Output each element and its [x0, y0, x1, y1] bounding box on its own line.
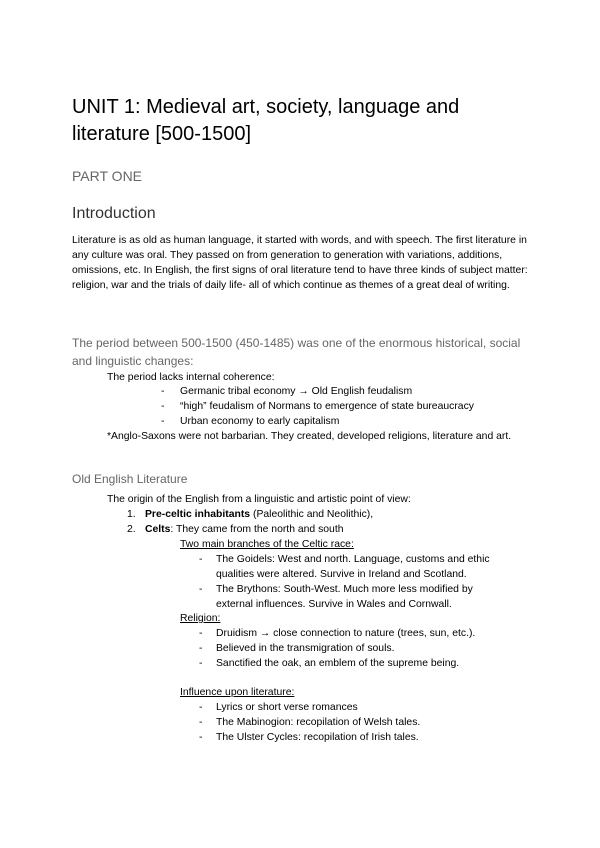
list-bullet: - [199, 702, 203, 713]
pre-celtic-label: Pre-celtic inhabitants [145, 509, 251, 520]
branch-goidels-line1: The Goidels: West and north. Language, customs and ethic [216, 554, 490, 565]
list-bullet: - [199, 717, 203, 728]
celts-detail: : They came from the north and south [170, 524, 344, 535]
list-bullet: - [199, 628, 203, 639]
period-heading: The period between 500-1500 (450-1485) was one of the enormous historical, social and linguistic changes: [72, 336, 521, 368]
page-title: UNIT 1: Medieval art, society, language and literature [500-1500] [72, 96, 460, 145]
branch-brythons-line2: external influences. Survive in Wales and Cornwall. [216, 599, 452, 610]
celts-label: Celts [145, 524, 171, 535]
list-bullet: - [199, 643, 203, 654]
list-number: 2. [127, 524, 136, 535]
list-bullet: - [199, 658, 203, 669]
list-item-pre-celtic [145, 507, 373, 522]
pre-celtic-detail: (Paleolithic and Neolithic), [250, 509, 374, 520]
influence-item: The Ulster Cycles: recopilation of Irish tales. [216, 732, 419, 743]
list-number: 1. [127, 509, 136, 520]
list-item-celts [145, 522, 344, 537]
list-bullet: - [199, 584, 203, 595]
period-item: Germanic tribal economy → Old English feudalism [180, 386, 413, 397]
list-bullet: - [199, 554, 203, 565]
introduction-heading: Introduction [72, 205, 156, 222]
introduction-paragraph: Literature is as old as human language, it started with words, and with speech. The first literature in any culture was oral. They passed on from generation to generation with variations, additions, omissions, etc. In English, the first signs of oral literature tend to have three kinds of subject matter: religion, war and the trials of daily life- all of which continue as themes of a great deal of writing. [72, 235, 528, 291]
religion-item: Sanctified the oak, an emblem of the supreme being. [216, 658, 460, 669]
list-bullet: - [161, 386, 165, 397]
branch-goidels-line2: qualities were altered. Survive in Ireland and Scotland. [216, 569, 467, 580]
religion-heading: Religion: [180, 613, 221, 624]
influence-heading: Influence upon literature: [180, 687, 295, 698]
origin-text: The origin of the English from a linguistic and artistic point of view: [107, 494, 411, 505]
period-lacks-text: The period lacks internal coherence: [107, 372, 275, 383]
part-heading: PART ONE [72, 168, 143, 184]
influence-item: The Mabinogion: recopilation of Welsh tales. [216, 717, 421, 728]
old-english-heading: Old English Literature [72, 472, 188, 486]
list-bullet: - [161, 416, 165, 427]
period-item: “high” feudalism of Normans to emergence of state bureaucracy [180, 401, 474, 412]
list-bullet: - [161, 401, 165, 412]
influence-item: Lyrics or short verse romances [216, 702, 358, 713]
list-bullet: - [199, 732, 203, 743]
religion-item: Druidism → close connection to nature (trees, sun, etc.). [216, 628, 476, 639]
period-item: Urban economy to early capitalism [180, 416, 340, 427]
branch-brythons-line1: The Brythons: South-West. Much more less modified by [216, 584, 473, 595]
branches-heading: Two main branches of the Celtic race: [180, 539, 354, 550]
religion-item: Believed in the transmigration of souls. [216, 643, 395, 654]
anglo-saxons-note: *Anglo-Saxons were not barbarian. They created, developed religions, literature and art. [107, 431, 512, 442]
